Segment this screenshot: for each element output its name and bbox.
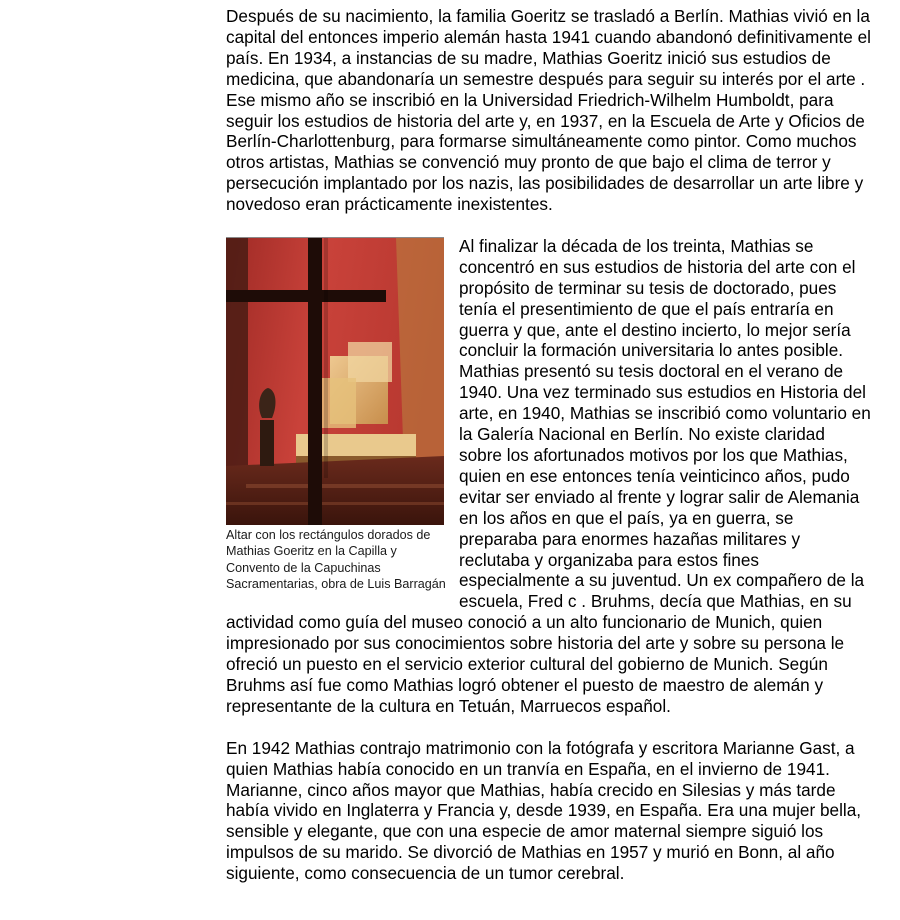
article-paragraph-3: En 1942 Mathias contrajo matrimonio con la fotógrafa y escritora Marianne Gast, a quien Mathias había conocido en un tranvía en España, en el invierno de 1941. Marianne, cinco años mayor que Mathias, había crecido en Silesias y más tarde había vivido en Inglaterra y Francia y, desde 1939, en España. Era una mujer bella, sensible y elegante, que con una especie de amor maternal siempre siguió los impulsos de su marido. Se divorció de Mathias en 1957 y murió en Bonn, al año siguiente, como consecuencia de un tumor cerebral. [226, 737, 862, 884]
article-body [226, 6, 871, 884]
figure [226, 237, 446, 592]
chapel-altar-photo [226, 237, 444, 525]
article-paragraph-1: Después de su nacimiento, la familia Goeritz se trasladó a Berlín. Mathias vivió en la capital del entonces imperio alemán hasta 1941 cuando abandonó definitivamente el país. En 1934, a instancias de su madre, Mathias Goeritz inició sus estudios de medicina, que abandonaría un semestre después para seguir su interés por el arte . Ese mismo año se inscribió en la Universidad Friedrich-Wilhelm Humboldt, para seguir los estudios de historia del arte y, en 1937, en la Escuela de Arte y Oficios de Berlín-Charlottenburg, para formarse simultáneamente como pintor. Como muchos otros artistas, Mathias se convenció muy pronto de que bajo el clima de terror y persecución implantado por los nazis, las posibilidades de desarrollar un arte libre y novedoso eran prácticamente inexistentes. [226, 6, 871, 215]
figure-caption: Altar con los rectángulos dorados de Mathias Goeritz en la Capilla y Convento de la Capuchinas Sacramentarias, obra de Luis Barragán [226, 527, 446, 591]
article-paragraph-2: Al finalizar la década de los treinta, Mathias se concentró en sus estudios de historia del arte con el propósito de terminar su tesis de doctorado, pues tenía el presentimiento de que el país entraría en guerra y que, ante el destino incierto, lo mejor sería concluir la formación universitaria lo antes posible. Mathias presentó su tesis doctoral en el verano de 1940. Una vez terminado sus estudios en Historia del arte, en 1940, Mathias se inscribió como voluntario en la Galería Nacional en Berlín. No existe claridad sobre los afortunados motivos por los que Mathias, quien en ese entonces tenía veinticinco años, pudo evitar ser enviado al frente y lograr salir de Alemania en los años en que el país, ya en guerra, se preparaba para enormes hazañas militares y reclutaba y organizaba para estos fines especialmente a su juventud. Un ex compañero de la escuela, Fred c . Bruhms, decía que Mathias, en su actividad como guía del museo conoció a un alto funcionario de Munich, quien impresionado por sus conocimientos sobre historia del arte y sobre su persona le ofreció un puesto en el servicio exterior cultural del gobierno de Munich. Según Bruhms así fue como Mathias logró obtener el puesto de maestro de alemán y representante de la cultura en Tetuán, Marruecos español. [226, 235, 871, 716]
